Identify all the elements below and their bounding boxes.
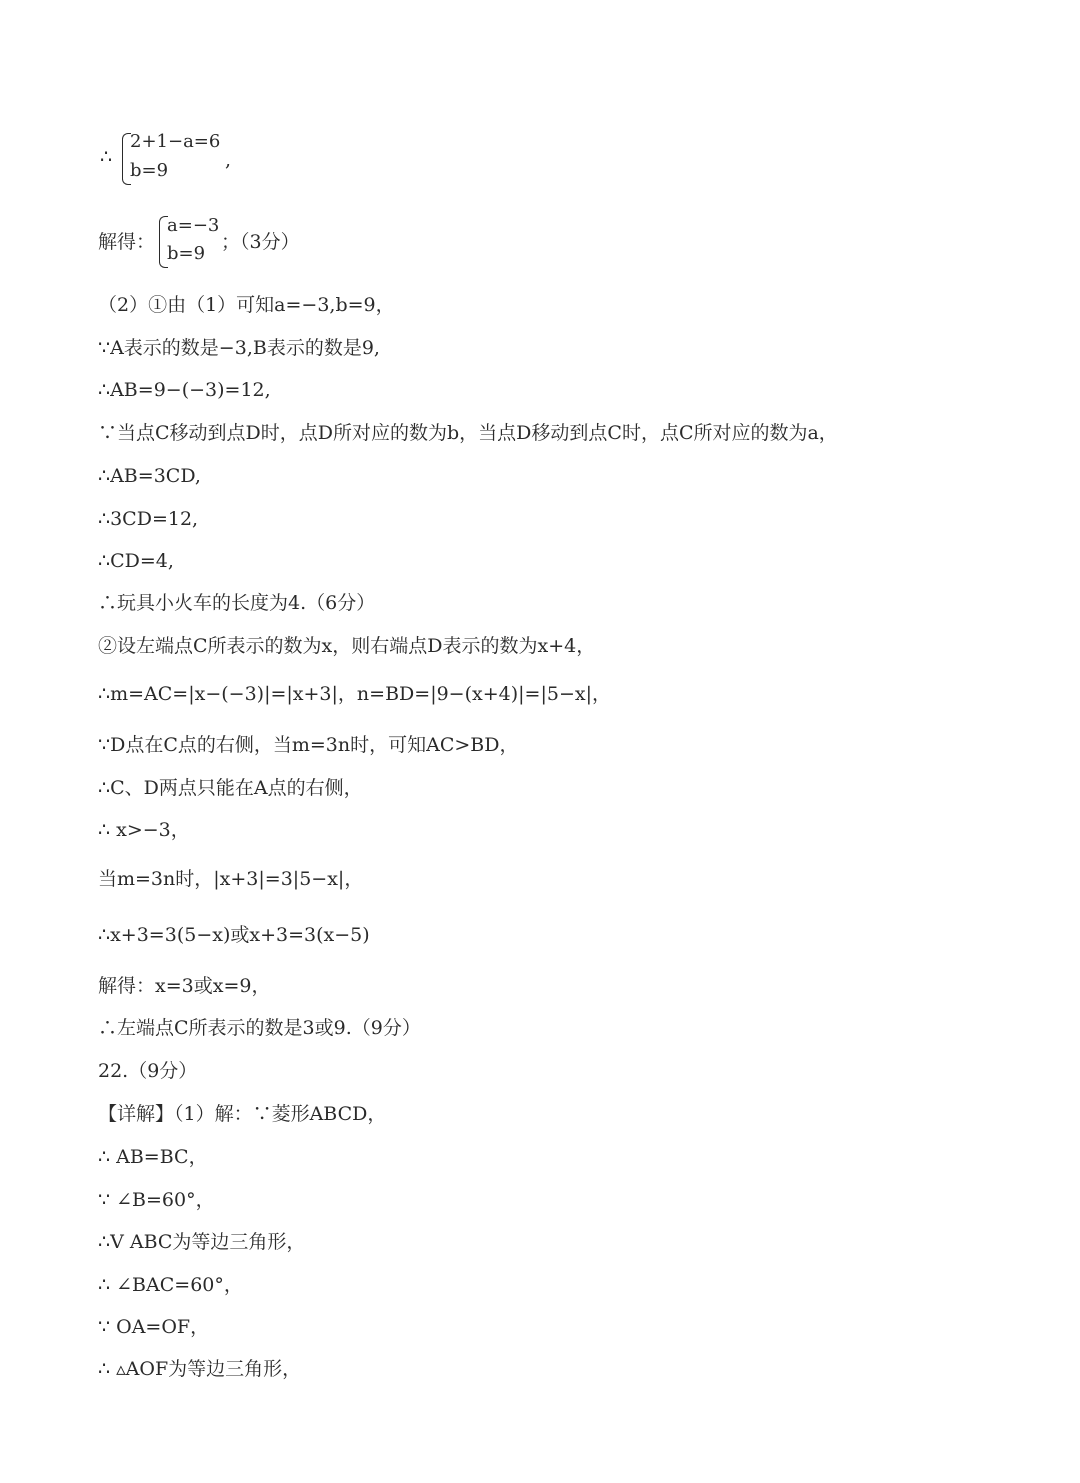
text-line: ∵ OA=OF， [98, 1316, 210, 1338]
system1-row1: 2+1−a=6 [130, 131, 221, 152]
text-line: ∵A表示的数是−3,B表示的数是9, [98, 337, 380, 359]
text-line: 【详解】（1）解：∵菱形ABCD， [98, 1103, 387, 1125]
text-line: ∴x+3=3(5−x)或x+3=3(x−5) [98, 924, 370, 946]
text-line: ∴3CD=12, [98, 508, 199, 530]
text-line: 解得：x=3或x=9， [98, 975, 271, 997]
text-line: ∴ AB=BC， [98, 1146, 208, 1168]
system1-suffix: , [225, 149, 232, 171]
text-line: ∵D点在C点的右侧，当m=3n时，可知AC>BD， [98, 734, 519, 756]
question-number: 22.（9分） [98, 1060, 198, 1082]
text-line: ∴AB=9−(−3)=12, [98, 379, 271, 401]
text-line: ∴玩具小火车的长度为4.（6分） [98, 592, 376, 614]
therefore-symbol: ∴ [100, 146, 113, 168]
text-line: ∴左端点C所表示的数是3或9.（9分） [98, 1017, 421, 1039]
text-line: ②设左端点C所表示的数为x，则右端点D表示的数为x+4， [98, 635, 596, 657]
solve-label: 解得： [98, 231, 156, 253]
text-line: ∴ x>−3， [98, 819, 190, 841]
text-line: ∴m=AC=|x−(−3)|=|x+3|，n=BD=|9−(x+4)|=|5−x|， [98, 683, 612, 705]
system2-row2: b=9 [167, 243, 206, 264]
text-line: ∴C、D两点只能在A点的右侧， [98, 777, 363, 799]
text-line: ∵ ∠B=60°， [98, 1189, 215, 1211]
system2-suffix: ；（3分） [221, 231, 300, 253]
text-line: ∴AB=3CD, [98, 465, 201, 487]
system1-row2: b=9 [130, 160, 169, 181]
text-line: ∴ ∠BAC=60°， [98, 1274, 243, 1296]
text-line: ∴CD=4, [98, 550, 174, 572]
text-line: ∴ ▵AOF为等边三角形， [98, 1358, 302, 1380]
text-line: ∴V ABC为等边三角形， [98, 1231, 306, 1253]
system2-row1: a=−3 [167, 215, 220, 236]
text-line: 当m=3n时，|x+3|=3|5−x|， [98, 868, 364, 890]
text-line: （2）①由（1）可知a=−3,b=9， [98, 294, 395, 316]
text-line: ∵当点C移动到点D时，点D所对应的数为b，当点D移动到点C时，点C所对应的数为a， [98, 422, 838, 444]
